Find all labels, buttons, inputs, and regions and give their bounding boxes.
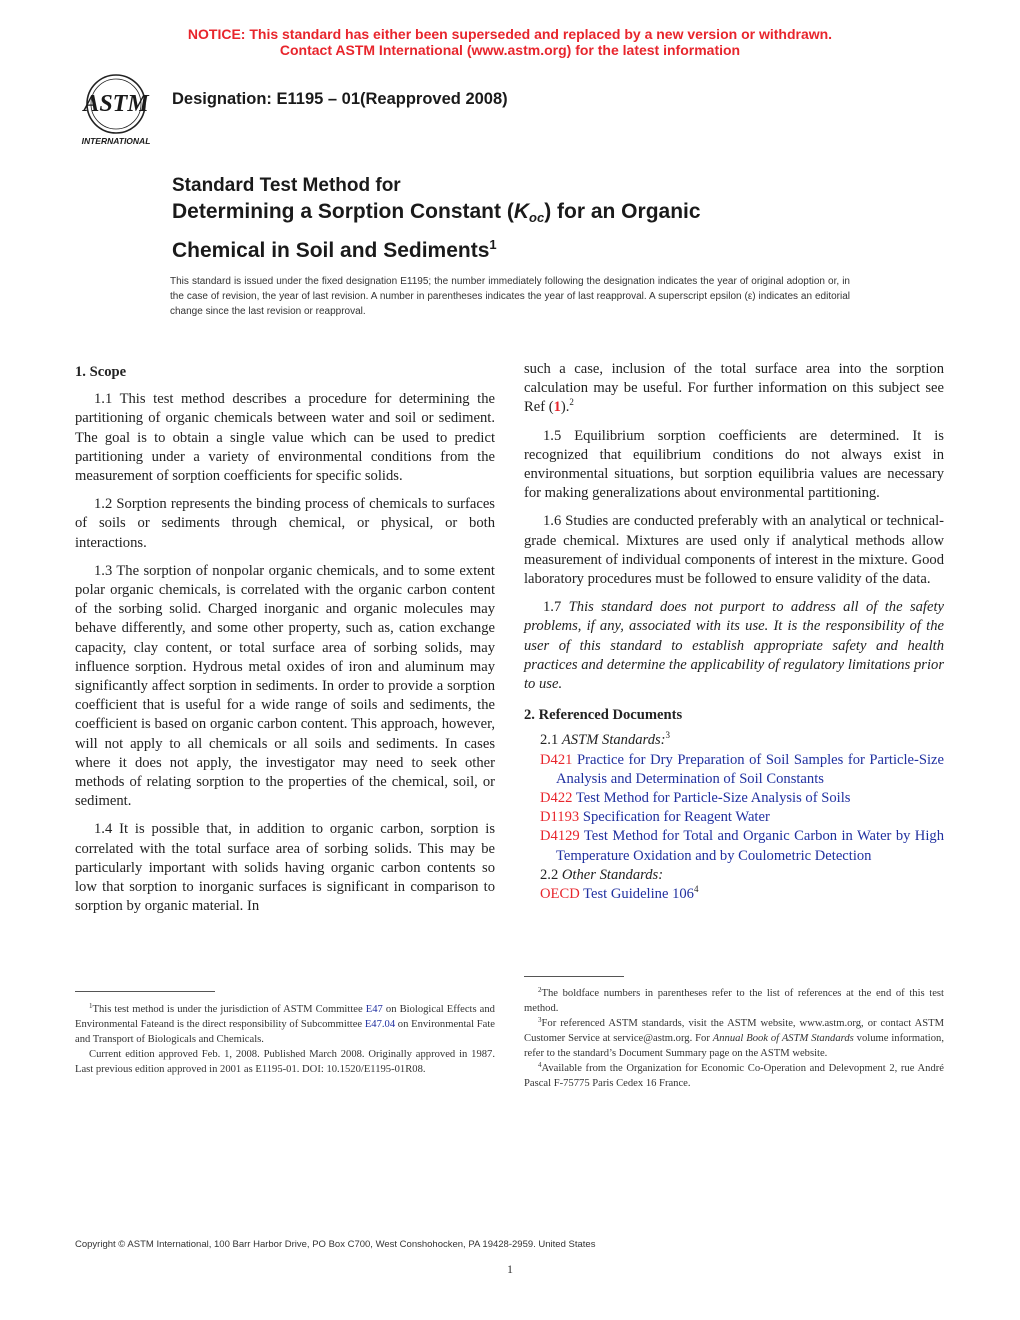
reference-list: [524, 751, 944, 866]
title-line-2: [172, 231, 892, 264]
reference-item[interactable]: [524, 827, 944, 865]
footnote-3-b: volume information, refer to the standard’s Document Summary page on the ASTM website.: [524, 1033, 944, 1059]
paragraph-1-6: 1.6 Studies are conducted preferably with an analytical or technical-grade chemical. Mixtures are used only if analytical methods allow measurement of individual components of interest in the mixture. Good laboratory procedures must be followed to ensure validity of the data.: [524, 513, 944, 588]
title-pre: Standard Test Method for: [172, 175, 401, 196]
p14-cont-b: ).: [560, 399, 570, 416]
reference-title[interactable]: Practice for Dry Preparation of Soil Samples for Particle-Size Analysis and Determination of Soil Constants: [556, 751, 944, 787]
p14-cont-a: such a case, inclusion of the total surface area into the sorption calculation may be useful. For further information on this subject see Ref (: [524, 361, 944, 416]
other-number: 2.2: [540, 866, 562, 883]
withdrawal-notice: [0, 26, 1020, 58]
footnote-1-mark: 1: [89, 1002, 93, 1010]
footnote-mark-2: 2: [569, 397, 574, 408]
title-line-1-b: ) for an Organic: [544, 200, 701, 223]
oecd-reference-item[interactable]: [524, 885, 944, 904]
paragraph-1-1: 1.1 This test method describes a procedure for determining the partitioning of organic chemicals between water and soil or sediment. The goal is to obtain a single value which can be used to predict partitioning under a variety of environmental conditions from the measurement of sorption coefficients for specific solids.: [75, 391, 495, 485]
designation: Designation: E1195 – 01(Reapproved 2008): [172, 90, 508, 108]
subcommittee-link[interactable]: E47.04: [364, 1019, 396, 1030]
paragraph-1-7: [524, 598, 944, 694]
footnote-mark-3: 3: [665, 730, 671, 741]
paragraph-1-2: 1.2 Sorption represents the binding process of chemicals to surfaces of soils or sediments through chemical, or physical, or both interactions.: [75, 496, 495, 551]
reference-item[interactable]: [524, 808, 944, 827]
notice-line-1: NOTICE: This standard has either been superseded and replaced by a new version or withdrawn.: [187, 26, 833, 42]
reference-title[interactable]: Specification for Reagent Water: [582, 809, 770, 826]
footnote-3: [524, 1016, 944, 1061]
title-line-1-a: Determining a Sorption Constant (: [172, 200, 514, 223]
astm-logo: [72, 74, 162, 146]
issue-note: This standard is issued under the fixed designation E1195; the number immediately following the designation indicates the year of original adoption or, in the case of revision, the year of last revision. A number in parentheses indicates the year of last reapproval. A superscript epsilon (ε) indicates an editorial change since the last revision or reapproval.: [170, 276, 850, 317]
footnote-1-b: on Biological Effects and Environmental Fateand is the direct responsibility of Subcommittee: [75, 1004, 495, 1030]
edition-note: Current edition approved Feb. 1, 2008. Published March 2008. Originally approved in 1987. Last previous edition approved in 2001 as E1195-01. DOI: 10.1520/E1195-01R08.: [75, 1049, 495, 1075]
p17-number: 1.7: [543, 599, 569, 616]
copyright-line: Copyright © ASTM International, 100 Barr Harbor Drive, PO Box C700, West Conshohocken, PA 19428-2959. United States: [75, 1239, 596, 1250]
reference-item[interactable]: [524, 751, 944, 789]
footnotes-right: [524, 986, 944, 1091]
astm-number: 2.1: [540, 732, 562, 749]
paragraph-1-3: 1.3 The sorption of nonpolar organic chemicals, and to some extent polar organic chemicals, is correlated with the organic carbon content of the sorbing solid. Charged inorganic and organic molecules may behave differently, and some other property, such as, cation exchange capacity, clay content, or total surface area of sorbing solids, may influence sorption. Hydrous metal oxides of iron and aluminum may significantly affect sorption in sediments. In order to provide a sorption coefficient that is useful for a wide range of soils and sediments, the coefficient is based on organic carbon content. This approach, however, will not apply to all chemicals or all soils and sediments. In cases where it does not apply, the investigator may need to seek other methods of relating sorption to the properties of the chemical, soil, or sediment.: [75, 562, 495, 810]
paragraph-1-4-continued: [524, 360, 944, 418]
footnotes-left: [75, 1002, 495, 1077]
footnote-1-c: on Environmental Fate and Transport of Biologicals and Chemicals.: [75, 1019, 495, 1045]
title-line-1: [172, 198, 892, 231]
footnote-4-text: Available from the Organization for Economic Co-Operation and Delevopment 2, rue André Pascal F-75775 Paris Cedex 16 France.: [524, 1063, 944, 1089]
footnote-3-italic: Annual Book of ASTM Standards: [712, 1033, 854, 1044]
other-label: Other Standards:: [561, 866, 664, 883]
referenced-documents-heading: 2. Referenced Documents: [524, 707, 683, 724]
document-title: [172, 174, 892, 264]
reference-code[interactable]: D421: [540, 751, 573, 768]
page-number: 1: [507, 1262, 513, 1276]
footnote-2: [524, 986, 944, 1016]
reference-code[interactable]: D1193: [540, 809, 580, 826]
astm-label: ASTM Standards:: [561, 732, 666, 749]
footnote-mark-4: 4: [693, 884, 699, 895]
reference-title[interactable]: Test Method for Total and Organic Carbon in Water by High Temperature Oxidation and by Coulometric Detection: [556, 828, 944, 864]
logo-subtext: INTERNATIONAL: [81, 136, 151, 146]
title-symbol: K: [513, 200, 530, 223]
oecd-title[interactable]: Test Guideline 106: [583, 886, 694, 903]
footnote-3-a: For referenced ASTM standards, visit the ASTM website, www.astm.org, or contact ASTM Customer Service at service@astm.org. For: [524, 1018, 944, 1044]
other-reference-list: [524, 885, 944, 904]
paragraph-1-5: 1.5 Equilibrium sorption coefficients are determined. It is recognized that equilibrium conditions do not always exist in environmental situations, but sorption equilibria values are necessary for making generalizations about environmental partitioning.: [524, 427, 944, 502]
footnote-3-mark: 3: [538, 1016, 542, 1024]
reference-code[interactable]: D4129: [540, 828, 580, 845]
title-line-2-text: Chemical in Soil and Sediments: [172, 239, 490, 262]
other-standards-label: [524, 866, 944, 885]
footnote-divider-right: [524, 976, 624, 977]
notice-line-2: Contact ASTM International (www.astm.org) for the latest information: [279, 42, 741, 58]
title-footnote-mark: 1: [489, 237, 497, 252]
reference-item[interactable]: [524, 789, 944, 808]
paragraph-1-4: 1.4 It is possible that, in addition to organic carbon, sorption is correlated with the total surface area of sorbing solids. This may be particularly important with solids having organic carbon contents so low that sorption to inorganic surfaces is significant in comparison to sorption by organic material. In: [75, 821, 495, 915]
footnote-2-text: The boldface numbers in parentheses refer to the list of references at the end of this test method.: [524, 988, 944, 1014]
title-symbol-sub: oc: [529, 210, 545, 225]
oecd-code[interactable]: OECD: [540, 886, 580, 903]
reference-title[interactable]: Test Method for Particle-Size Analysis of Soils: [575, 790, 851, 807]
reference-link-1[interactable]: 1: [553, 399, 561, 416]
astm-logo-icon: [72, 74, 162, 146]
reference-code[interactable]: D422: [540, 790, 573, 807]
committee-link[interactable]: E47: [365, 1004, 383, 1015]
scope-heading: 1. Scope: [75, 364, 127, 380]
right-column: [524, 360, 944, 904]
footnote-4: [524, 1061, 944, 1091]
footnote-4-mark: 4: [538, 1061, 542, 1069]
footnote-2-mark: 2: [538, 986, 542, 994]
footnote-1-a: This test method is under the jurisdiction of ASTM Committee: [92, 1004, 366, 1015]
astm-standards-label: [524, 731, 944, 750]
footnote-1: [75, 1002, 495, 1047]
footnote-divider-left: [75, 991, 215, 992]
logo-letters: ASTM: [83, 91, 149, 117]
left-column: [75, 360, 495, 925]
p17-text: This standard does not purport to address all of the safety problems, if any, associated with its use. It is the responsibility of the user of this standard to establish appropriate safety and health practices and determine the applicability of regulatory limitations prior to use.: [524, 599, 944, 693]
